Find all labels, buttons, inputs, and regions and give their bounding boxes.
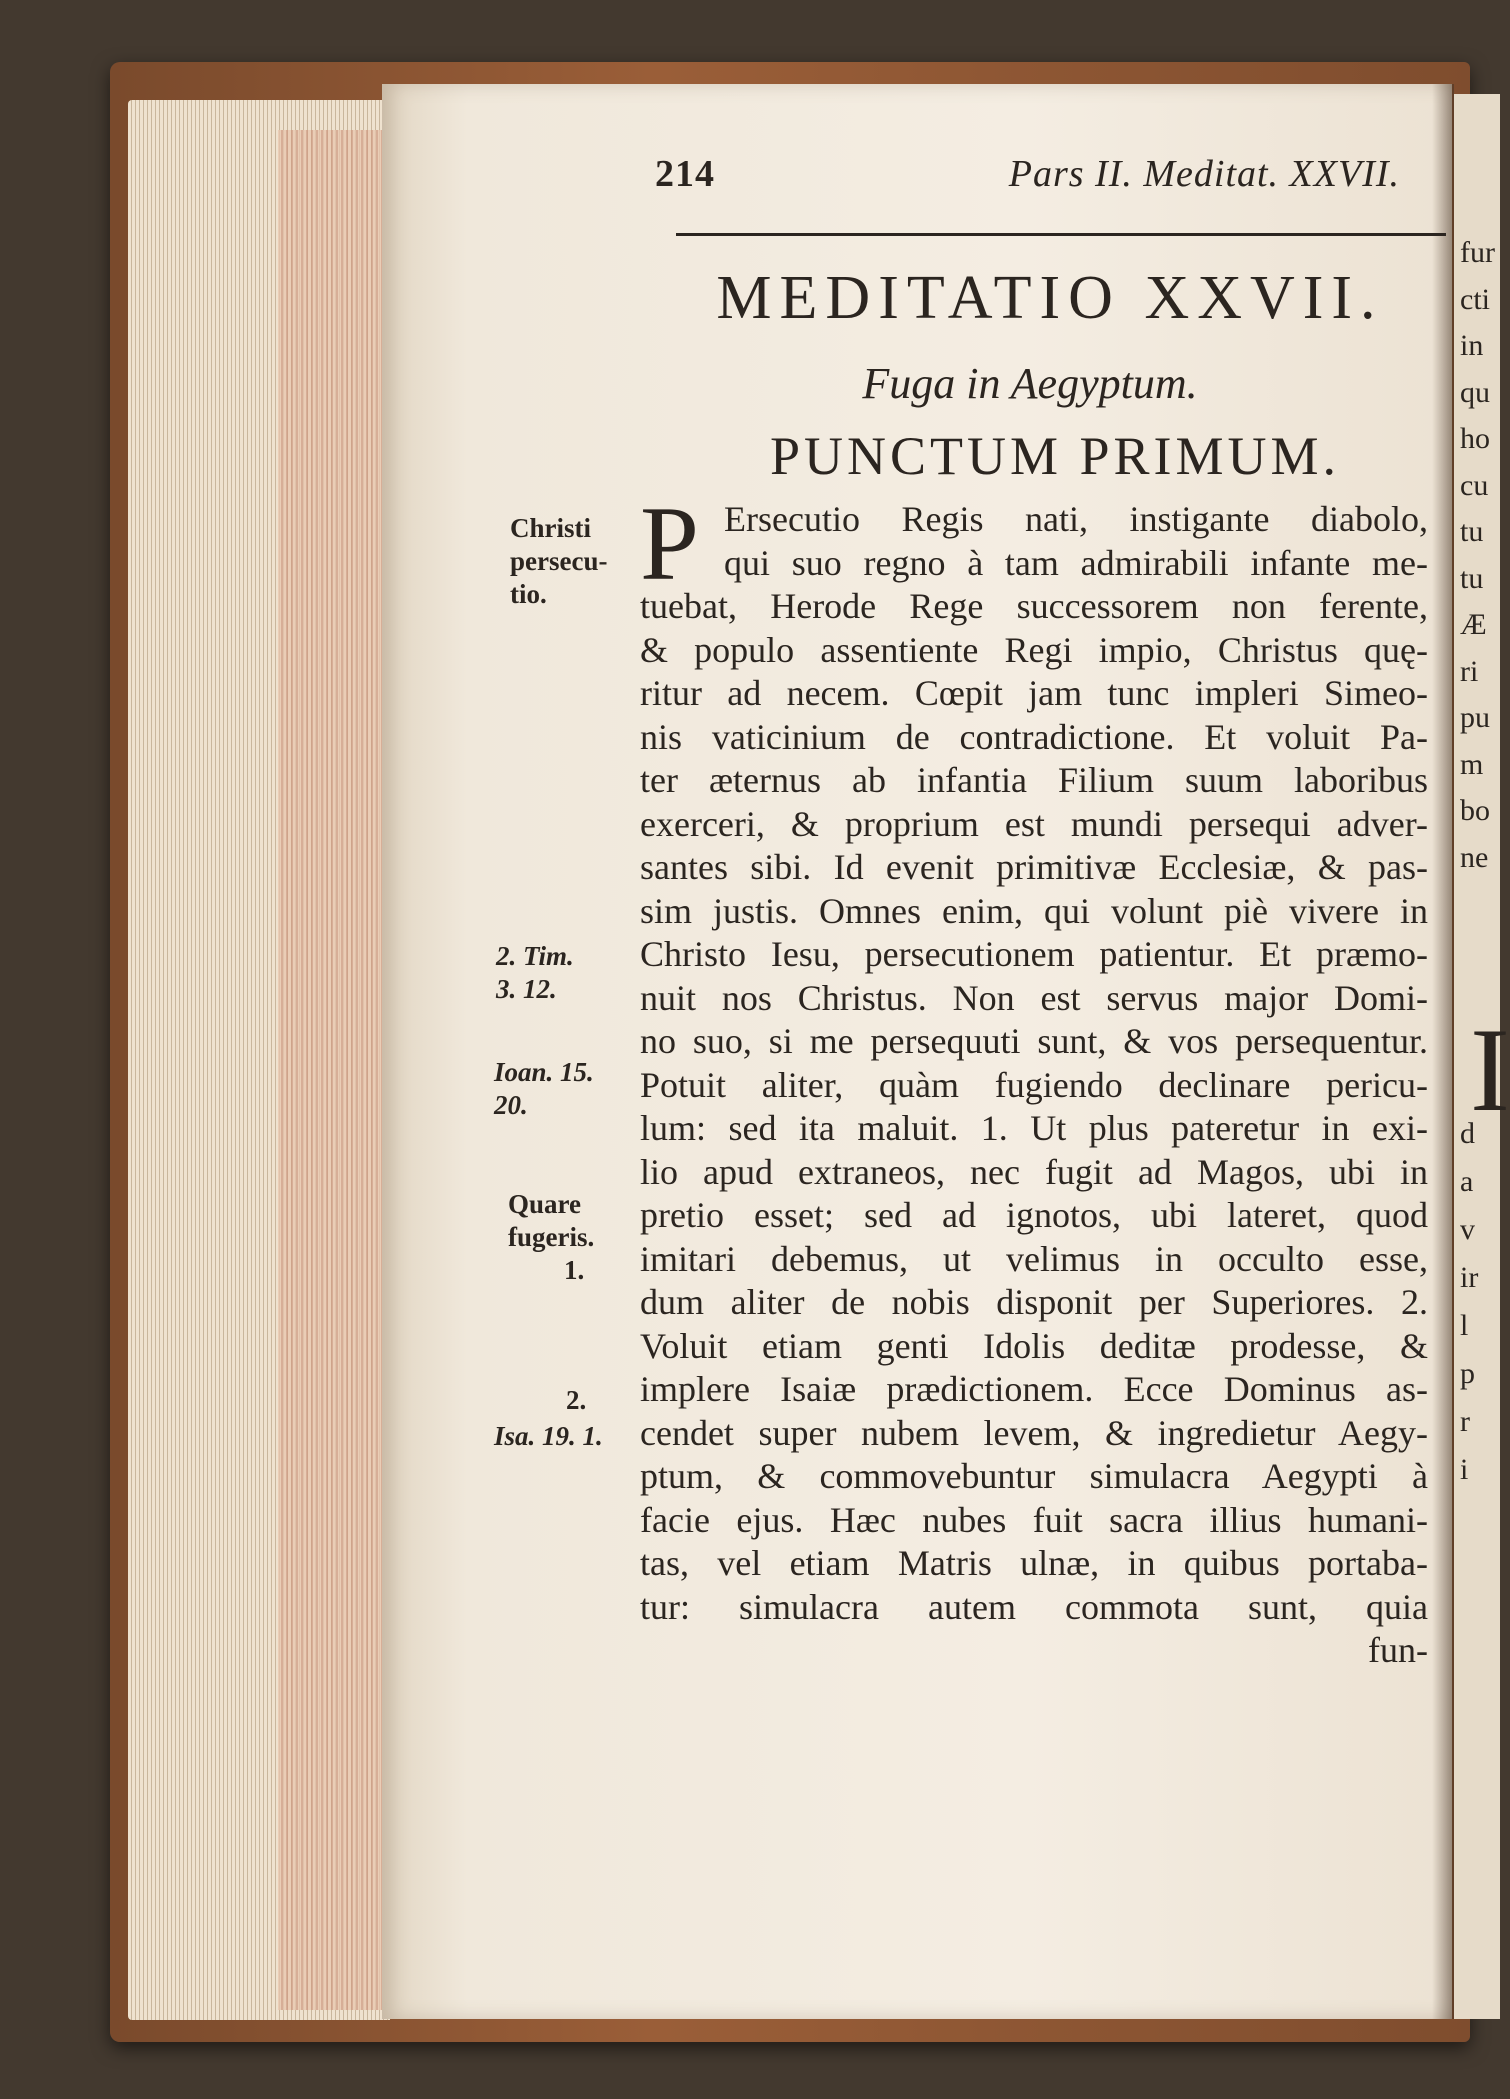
facing-fragment: l (1460, 1309, 1469, 1342)
body-line: lio apud extraneos, nec fugit ad Magos, ubi in (640, 1151, 1428, 1192)
body-line: nuit nos Christus. Non est servus major Domi- (640, 977, 1428, 1018)
margin-line: persecu- (510, 546, 608, 576)
body-line: tas, vel etiam Matris ulnæ, in quibus portaba- (640, 1543, 1428, 1583)
facing-page-text-lower (1460, 1110, 1500, 1494)
page-gutter-shadow (1432, 84, 1454, 2019)
drop-cap: P (640, 485, 699, 602)
body-line: tuebat, Herode Rege successorem non ferente, (640, 586, 1428, 626)
facing-fragment: bo (1460, 794, 1490, 827)
body-line: exerceri, & proprium est mundi persequi adver- (640, 803, 1428, 844)
facing-fragment: tu (1460, 515, 1484, 548)
facing-fragment: ho (1460, 422, 1490, 455)
body-line: pretio esset; sed ad ignotos, ubi lateret, quod (640, 1195, 1428, 1235)
meditation-subtitle: Fuga in Aegyptum. (862, 359, 1198, 408)
margin-line: fugeris. (508, 1222, 595, 1252)
margin-line: 2. Tim. (496, 941, 574, 971)
facing-fragment: fur (1460, 236, 1495, 269)
facing-fragment: ne (1460, 840, 1489, 874)
margin-line: 1. (564, 1255, 585, 1285)
facing-page-initial: I (1470, 1003, 1510, 1136)
body-line: ritur ad necem. Cœpit jam tunc impleri Simeo- (640, 673, 1428, 713)
body-line: Potuit aliter, quàm fugiendo declinare pericu- (640, 1064, 1428, 1105)
body-line: Ersecutio Regis nati, instigante diabolo, (724, 499, 1428, 539)
margin-note-tim (496, 940, 574, 1006)
body-line: lum: sed ita maluit. 1. Ut plus pateretur in exi- (640, 1108, 1428, 1148)
body-line: cendet super nubem levem, & ingredietur Aegy- (640, 1412, 1428, 1453)
facing-page-text (1460, 230, 1500, 881)
facing-fragment: tu (1460, 561, 1484, 595)
margin-line: 20. (494, 1090, 528, 1120)
margin-line: Isa. 19. 1. (494, 1421, 603, 1451)
page-number: 214 (655, 153, 715, 195)
body-line: no suo, si me persequuti sunt, & vos persequentur. (640, 1021, 1428, 1061)
facing-fragment: r (1460, 1405, 1470, 1438)
body-line: imitari debemus, ut velimus in occulto esse, (640, 1238, 1428, 1279)
margin-line: Christi (510, 513, 591, 543)
body-line: ptum, & commovebuntur simulacra Aegypti à (640, 1456, 1428, 1496)
body-line: Voluit etiam genti Idolis deditæ prodesse, & (640, 1325, 1428, 1366)
body-line: nis vaticinium de contradictione. Et voluit Pa- (640, 716, 1428, 757)
facing-fragment: Æ (1460, 608, 1487, 641)
margin-line: Ioan. 15. (494, 1057, 594, 1087)
running-title: Pars II. Meditat. XXVII. (1008, 153, 1400, 195)
margin-note-isa (494, 1420, 603, 1453)
body-line: dum aliter de nobis disponit per Superiores. 2. (640, 1282, 1428, 1322)
meditation-title: MEDITATIO XXVII. (716, 264, 1384, 332)
margin-line: 2. (566, 1385, 587, 1415)
page-edges-red (278, 130, 390, 2010)
facing-fragment: cti (1460, 282, 1490, 316)
catchword: fun- (1368, 1630, 1428, 1670)
facing-fragment: p (1460, 1357, 1475, 1390)
body-line: implere Isaiæ prædictionem. Ecce Dominus as- (640, 1369, 1428, 1409)
body-line: Christo Iesu, persecutionem patientur. Et præmo- (640, 934, 1428, 974)
margin-line: tio. (510, 579, 547, 609)
facing-fragment: pu (1460, 701, 1490, 734)
margin-note-ioan (494, 1056, 594, 1122)
margin-note-quare (508, 1188, 594, 1287)
facing-fragment: m (1460, 747, 1484, 781)
facing-fragment: i (1460, 1453, 1469, 1486)
margin-note-two (566, 1384, 586, 1417)
facing-fragment: qu (1460, 375, 1490, 409)
body-line: tur: simulacra autem commota sunt, quia (640, 1586, 1428, 1627)
header-rule (676, 233, 1446, 236)
facing-fragment: v (1460, 1213, 1475, 1246)
body-line: sim justis. Omnes enim, qui volunt piè vivere in (640, 890, 1428, 931)
section-title: PUNCTUM PRIMUM. (769, 426, 1341, 486)
running-header (655, 152, 1400, 208)
body-line: ter æternus ab infantia Filium suum laboribus (640, 760, 1428, 800)
body-line: qui suo regno à tam admirabili infante me- (724, 542, 1428, 583)
facing-fragment: a (1460, 1165, 1474, 1198)
body-line: & populo assentiente Regi impio, Christus quę- (640, 629, 1428, 670)
facing-fragment: cu (1460, 468, 1489, 502)
margin-line: 3. 12. (496, 974, 557, 1004)
body-line: santes sibi. Id evenit primitivæ Ecclesiæ, & pas- (640, 847, 1428, 887)
facing-fragment: d (1460, 1117, 1475, 1150)
margin-line: Quare (508, 1189, 581, 1219)
facing-fragment: ir (1460, 1261, 1479, 1294)
body-line: facie ejus. Hæc nubes fuit sacra illius humani- (640, 1499, 1428, 1540)
facing-fragment: ri (1460, 654, 1479, 688)
margin-note-christi (510, 512, 607, 611)
page-edges (128, 100, 390, 2020)
body-text (640, 485, 1428, 1673)
facing-fragment: in (1460, 329, 1484, 362)
